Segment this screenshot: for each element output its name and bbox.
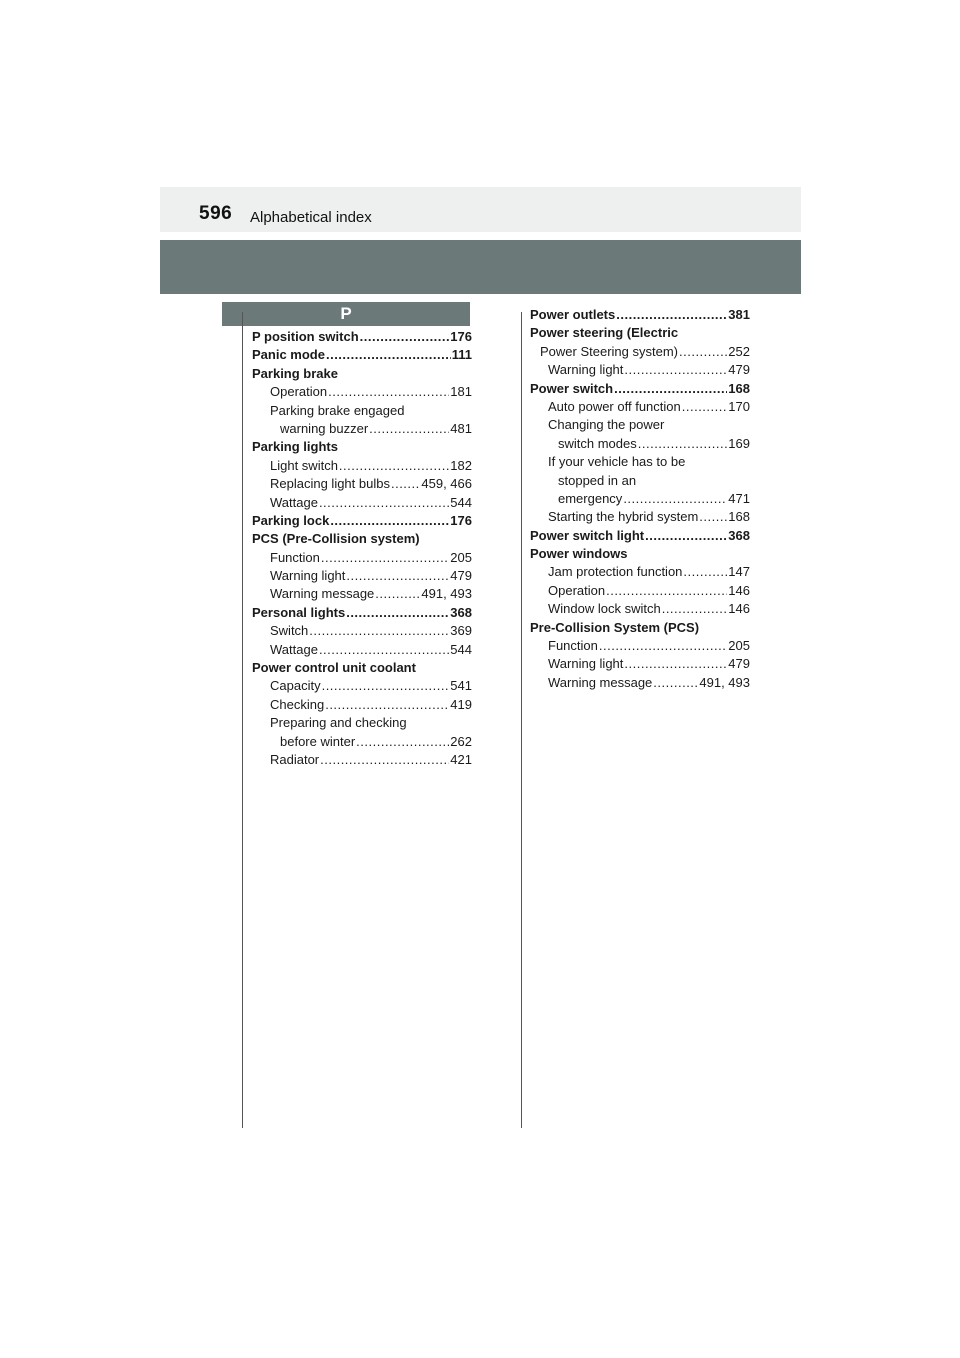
index-entry xyxy=(252,641,472,659)
index-entry-label: Radiator xyxy=(270,751,320,767)
index-entry xyxy=(252,512,472,530)
dot-leader xyxy=(356,733,449,751)
index-entry xyxy=(252,733,472,751)
index-entry xyxy=(252,328,472,346)
index-entry xyxy=(530,674,750,692)
index-entry-label: Capacity xyxy=(270,678,321,694)
index-entry-page: 205 xyxy=(450,549,472,565)
index-entry xyxy=(252,585,472,603)
index-entry-page: 544 xyxy=(450,641,472,657)
index-entry-page: 381 xyxy=(728,307,750,322)
index-entry-page: 181 xyxy=(450,384,472,400)
index-entry-label: Wattage xyxy=(270,494,318,510)
index-entry xyxy=(530,380,750,398)
index-entry-label: Operation xyxy=(548,582,606,598)
index-entry-page: 146 xyxy=(728,582,750,598)
index-entry xyxy=(530,655,750,673)
index-entry xyxy=(530,435,750,453)
index-entry: Power steering (Electric xyxy=(530,325,679,341)
index-entry-label: Warning light xyxy=(548,656,624,672)
index-entry-label: switch modes xyxy=(558,435,637,451)
index-entry-page: 479 xyxy=(728,656,750,672)
index-entry-page: 481 xyxy=(450,420,472,436)
index-entry xyxy=(252,677,472,695)
index-entry xyxy=(252,420,472,438)
dot-leader xyxy=(346,604,449,622)
index-entry xyxy=(252,696,472,714)
dot-leader xyxy=(326,346,451,364)
index-entry-label: Function xyxy=(548,638,598,654)
index-entry-page: 168 xyxy=(728,380,750,396)
index-entry xyxy=(252,622,472,640)
index-entry xyxy=(252,475,472,493)
index-entry xyxy=(530,508,750,526)
dot-leader xyxy=(683,563,727,581)
index-entry xyxy=(252,751,472,769)
dot-leader xyxy=(319,494,449,512)
header-band xyxy=(160,240,801,294)
index-entry-label: Replacing light bulbs xyxy=(270,476,390,492)
dot-leader xyxy=(682,398,728,416)
index-entry: If your vehicle has to be xyxy=(548,454,686,470)
index-entry-label: Warning message xyxy=(548,674,653,690)
index-entry xyxy=(530,582,750,600)
dot-leader xyxy=(309,622,449,640)
index-entry-page: 369 xyxy=(450,623,472,639)
index-entry-label: Light switch xyxy=(270,457,338,473)
index-entry: stopped in an xyxy=(558,472,637,488)
dot-leader xyxy=(638,435,728,453)
dot-leader xyxy=(606,582,727,600)
index-column-left xyxy=(252,328,472,769)
dot-leader xyxy=(614,380,727,398)
dot-leader xyxy=(699,508,727,526)
index-entry: Preparing and checking xyxy=(270,715,407,731)
index-entry-label: Power outlets xyxy=(530,307,616,322)
index-entry-label: emergency xyxy=(558,490,623,506)
dot-leader xyxy=(339,457,449,475)
index-entry-label: Window lock switch xyxy=(548,601,661,617)
column-rule-right xyxy=(521,312,522,1128)
index-entry-label: Warning message xyxy=(270,586,375,602)
dot-leader xyxy=(320,751,449,769)
index-entry: PCS (Pre-Collision system) xyxy=(252,531,420,547)
index-entry: Changing the power xyxy=(548,417,665,433)
section-title: Alphabetical index xyxy=(250,209,372,226)
dot-leader xyxy=(328,383,449,401)
index-entry xyxy=(530,306,750,324)
index-entry-page: 146 xyxy=(728,601,750,617)
page-number: 596 xyxy=(199,203,233,224)
dot-leader xyxy=(662,600,728,618)
dot-leader xyxy=(623,490,727,508)
index-entry-page: 111 xyxy=(451,347,472,363)
index-entry xyxy=(252,383,472,401)
index-entry-label: Switch xyxy=(270,623,309,639)
index-entry xyxy=(252,604,472,622)
index-entry-page: 368 xyxy=(450,604,472,620)
index-entry-label: Warning light xyxy=(270,568,346,584)
index-entry-page: 471 xyxy=(728,490,750,506)
index-entry-page: 544 xyxy=(450,494,472,510)
index-entry xyxy=(530,637,750,655)
dot-leader xyxy=(360,328,450,346)
index-entry xyxy=(530,490,750,508)
dot-leader xyxy=(679,343,727,361)
index-entry-label: Auto power off function xyxy=(548,398,681,414)
index-entry xyxy=(252,457,472,475)
index-column-right xyxy=(530,306,750,692)
index-entry xyxy=(252,549,472,567)
index-entry-label: before winter xyxy=(280,733,356,749)
index-entry-label: Jam protection function xyxy=(548,564,683,580)
index-entry-label: Power switch light xyxy=(530,527,645,543)
index-entry-label: warning buzzer xyxy=(280,420,369,436)
index-entry-label: Checking xyxy=(270,696,325,712)
index-entry xyxy=(252,346,472,364)
dot-leader xyxy=(375,585,420,603)
index-entry: Pre-Collision System (PCS) xyxy=(530,619,700,635)
dot-leader xyxy=(391,475,420,493)
index-entry-page: 182 xyxy=(450,457,472,473)
index-entry-page: 147 xyxy=(728,564,750,580)
index-entry-page: 479 xyxy=(450,568,472,584)
index-entry xyxy=(530,563,750,581)
index-entry-label: Operation xyxy=(270,384,328,400)
index-entry-label: Function xyxy=(270,549,320,565)
index-entry-page: 176 xyxy=(450,512,472,528)
dot-leader xyxy=(325,696,449,714)
index-entry-label: Personal lights xyxy=(252,604,346,620)
index-entry-label: P position switch xyxy=(252,329,359,344)
index-entry-label: Parking lock xyxy=(252,512,330,528)
index-entry xyxy=(252,567,472,585)
index-entry xyxy=(252,494,472,512)
dot-leader xyxy=(653,674,698,692)
dot-leader xyxy=(616,306,727,324)
index-entry-page: 262 xyxy=(450,733,472,749)
index-entry-page: 419 xyxy=(450,696,472,712)
index-entry-page: 541 xyxy=(450,678,472,694)
index-entry xyxy=(530,398,750,416)
index-entry-page: 176 xyxy=(450,329,472,344)
index-entry-page: 459, 466 xyxy=(421,476,472,492)
dot-leader xyxy=(599,637,727,655)
index-entry-label: Power Steering system) xyxy=(540,343,678,359)
index-entry: Power control unit coolant xyxy=(252,660,416,676)
index-entry: Parking brake engaged xyxy=(270,402,405,418)
dot-leader xyxy=(624,655,727,673)
dot-leader xyxy=(624,361,727,379)
index-entry-label: Wattage xyxy=(270,641,318,657)
index-entry xyxy=(530,527,750,545)
index-entry-page: 169 xyxy=(728,435,750,451)
index-letter-tab: P xyxy=(222,302,470,326)
index-entry: Power windows xyxy=(530,546,628,562)
dot-leader xyxy=(369,420,449,438)
index-entry-page: 491, 493 xyxy=(699,674,750,690)
dot-leader xyxy=(319,641,449,659)
index-entry-label: Panic mode xyxy=(252,347,325,363)
index-entry xyxy=(530,361,750,379)
dot-leader xyxy=(346,567,449,585)
dot-leader xyxy=(645,527,727,545)
index-entry-page: 252 xyxy=(728,343,750,359)
index-entry-page: 479 xyxy=(728,362,750,378)
column-rule-left xyxy=(242,312,243,1128)
index-entry-page: 170 xyxy=(728,398,750,414)
index-entry-page: 421 xyxy=(450,751,472,767)
dot-leader xyxy=(330,512,449,530)
index-entry xyxy=(530,600,750,618)
index-entry: Parking brake xyxy=(252,365,338,381)
index-entry: Parking lights xyxy=(252,439,338,455)
index-entry xyxy=(530,343,750,361)
index-entry-page: 368 xyxy=(728,527,750,543)
dot-leader xyxy=(321,549,449,567)
index-entry-label: Power switch xyxy=(530,380,614,396)
dot-leader xyxy=(322,677,450,695)
index-entry-label: Starting the hybrid system xyxy=(548,509,699,525)
index-entry-label: Warning light xyxy=(548,362,624,378)
index-entry-page: 168 xyxy=(728,509,750,525)
index-entry-page: 491, 493 xyxy=(421,586,472,602)
index-entry-page: 205 xyxy=(728,638,750,654)
